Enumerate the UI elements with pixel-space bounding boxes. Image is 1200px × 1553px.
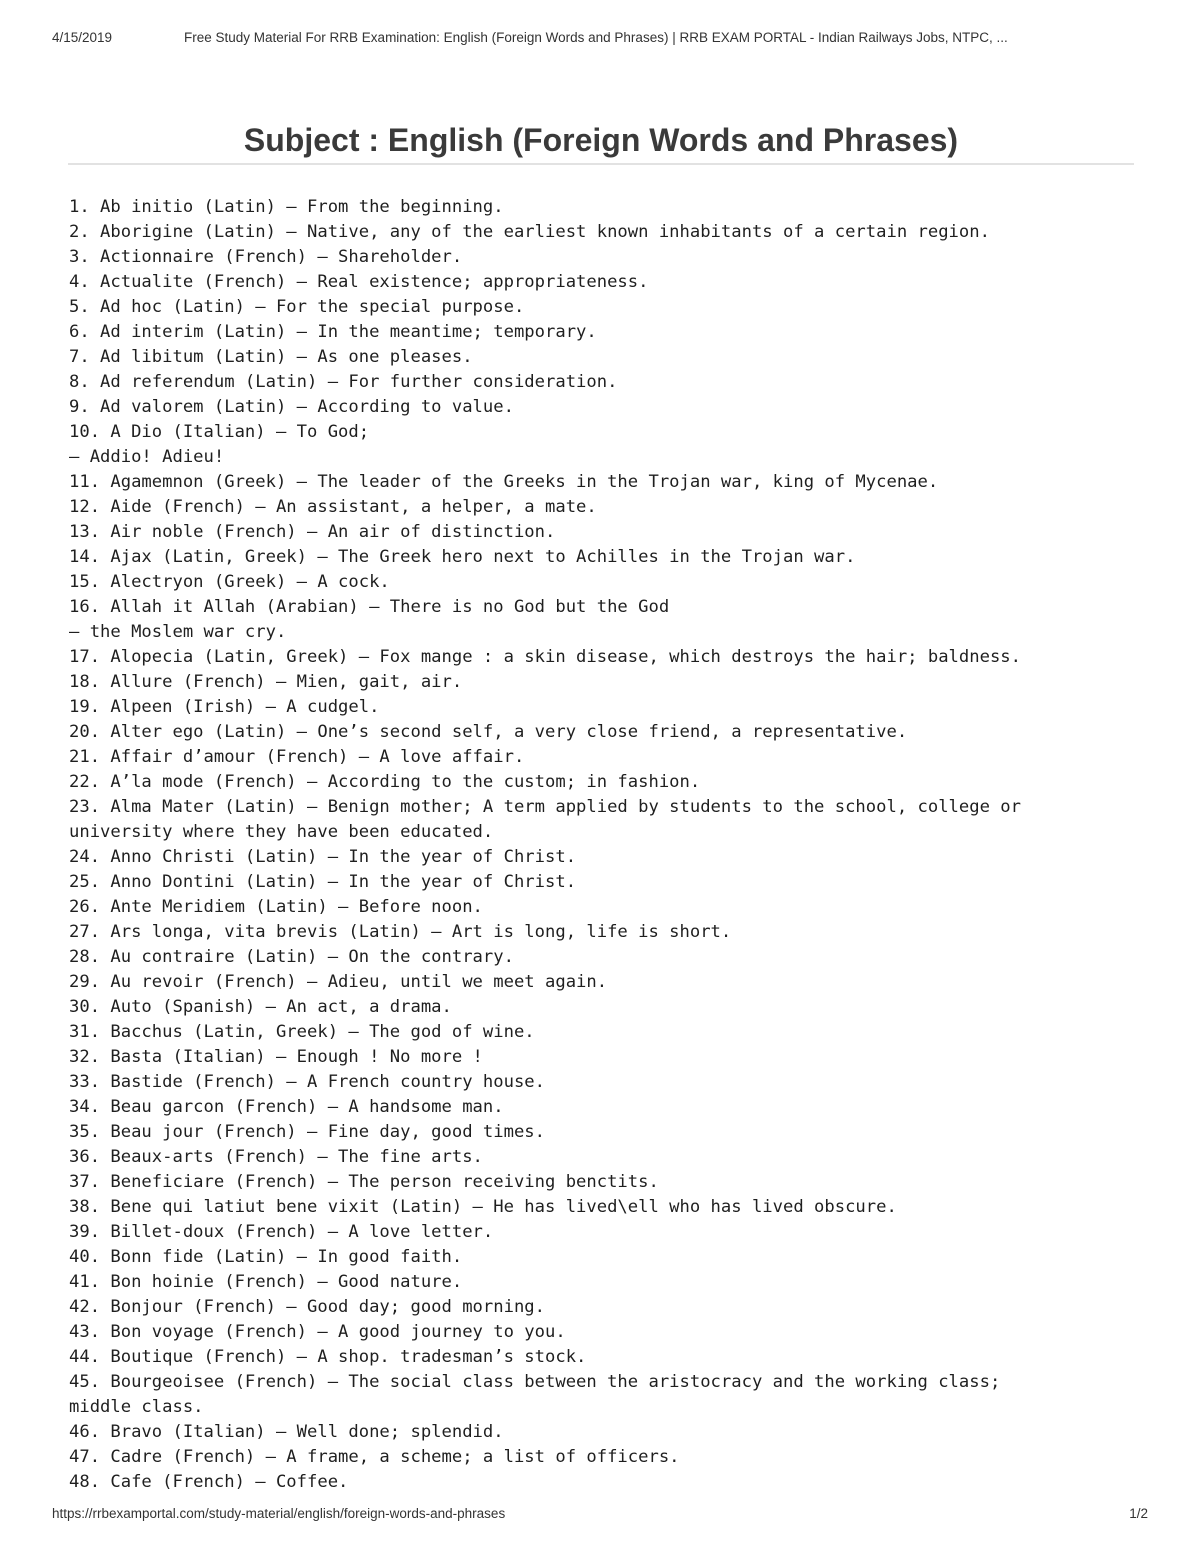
phrase-line: 7. Ad libitum (Latin) – As one pleases. bbox=[69, 347, 473, 367]
phrase-line: 23. Alma Mater (Latin) – Benign mother; A term applied by students to the school, college or bbox=[69, 797, 1021, 817]
phrase-line: 17. Alopecia (Latin, Greek) – Fox mange : a skin disease, which destroys the hair; baldness. bbox=[69, 647, 1021, 667]
phrase-line: 15. Alectryon (Greek) – A cock. bbox=[69, 572, 390, 592]
phrase-line: 46. Bravo (Italian) – Well done; splendid. bbox=[69, 1422, 504, 1442]
phrase-list bbox=[69, 195, 1149, 1495]
phrase-line: middle class. bbox=[69, 1397, 204, 1417]
phrase-line: 36. Beaux-arts (French) – The fine arts. bbox=[69, 1147, 483, 1167]
print-footer bbox=[52, 1506, 1148, 1524]
print-header bbox=[52, 30, 1148, 50]
phrase-line: 18. Allure (French) – Mien, gait, air. bbox=[69, 672, 463, 692]
phrase-line: 26. Ante Meridiem (Latin) – Before noon. bbox=[69, 897, 483, 917]
phrase-line: 29. Au revoir (French) – Adieu, until we meet again. bbox=[69, 972, 608, 992]
phrase-line: 37. Beneficiare (French) – The person receiving benctits. bbox=[69, 1172, 659, 1192]
print-date: 4/15/2019 bbox=[52, 30, 113, 45]
phrase-line: 32. Basta (Italian) – Enough ! No more ! bbox=[69, 1047, 483, 1067]
phrase-line: 9. Ad valorem (Latin) – According to value. bbox=[69, 397, 514, 417]
phrase-line: 14. Ajax (Latin, Greek) – The Greek hero next to Achilles in the Trojan war. bbox=[69, 547, 856, 567]
phrase-line: 8. Ad referendum (Latin) – For further consideration. bbox=[69, 372, 618, 392]
phrase-line: 24. Anno Christi (Latin) – In the year of Christ. bbox=[69, 847, 577, 867]
phrase-line: 6. Ad interim (Latin) – In the meantime; temporary. bbox=[69, 322, 597, 342]
phrase-line: 11. Agamemnon (Greek) – The leader of the Greeks in the Trojan war, king of Mycenae. bbox=[69, 472, 939, 492]
phrase-line: 21. Affair d’amour (French) – A love affair. bbox=[69, 747, 525, 767]
phrase-line: 13. Air noble (French) – An air of distinction. bbox=[69, 522, 556, 542]
phrase-line: 33. Bastide (French) – A French country house. bbox=[69, 1072, 545, 1092]
phrase-line: 40. Bonn fide (Latin) – In good faith. bbox=[69, 1247, 463, 1267]
phrase-line: 38. Bene qui latiut bene vixit (Latin) – He has lived\ell who has lived obscure. bbox=[69, 1197, 897, 1217]
phrase-line: 27. Ars longa, vita brevis (Latin) – Art is long, life is short. bbox=[69, 922, 732, 942]
footer-url: https://rrbexamportal.com/study-material/english/foreign-words-and-phrases bbox=[52, 1506, 506, 1521]
phrase-line: 19. Alpeen (Irish) – A cudgel. bbox=[69, 697, 380, 717]
phrase-line: 45. Bourgeoisee (French) – The social class between the aristocracy and the working class; bbox=[69, 1372, 1001, 1392]
phrase-line: 5. Ad hoc (Latin) – For the special purpose. bbox=[69, 297, 525, 317]
phrase-line: 47. Cadre (French) – A frame, a scheme; a list of officers. bbox=[69, 1447, 680, 1467]
phrase-line: 35. Beau jour (French) – Fine day, good times. bbox=[69, 1122, 545, 1142]
print-doc-title: Free Study Material For RRB Examination: English (Foreign Words and Phrases) | RRB EXAM PORTAL - Indian Railways Jobs, NTPC, ... bbox=[184, 30, 1008, 45]
phrase-line: 30. Auto (Spanish) – An act, a drama. bbox=[69, 997, 452, 1017]
phrase-line: 3. Actionnaire (French) – Shareholder. bbox=[69, 247, 463, 267]
page-title: Subject : English (Foreign Words and Phrases) bbox=[243, 122, 959, 158]
phrase-line: 4. Actualite (French) – Real existence; appropriateness. bbox=[69, 272, 649, 292]
phrase-line: 22. A’la mode (French) – According to the custom; in fashion. bbox=[69, 772, 701, 792]
phrase-line: 42. Bonjour (French) – Good day; good morning. bbox=[69, 1297, 545, 1317]
phrase-line: 16. Allah it Allah (Arabian) – There is no God but the God bbox=[69, 597, 670, 617]
phrase-line: 12. Aide (French) – An assistant, a helper, a mate. bbox=[69, 497, 597, 517]
title-divider bbox=[68, 163, 1134, 165]
phrase-line: 2. Aborigine (Latin) – Native, any of the earliest known inhabitants of a certain region. bbox=[69, 222, 990, 242]
phrase-line: 1. Ab initio (Latin) – From the beginning. bbox=[69, 197, 504, 217]
page-number: 1/2 bbox=[1129, 1506, 1148, 1521]
phrase-line: 34. Beau garcon (French) – A handsome man. bbox=[69, 1097, 504, 1117]
phrase-line: 25. Anno Dontini (Latin) – In the year of Christ. bbox=[69, 872, 577, 892]
phrase-line: 31. Bacchus (Latin, Greek) – The god of wine. bbox=[69, 1022, 535, 1042]
phrase-line: 10. A Dio (Italian) – To God; bbox=[69, 422, 370, 442]
phrase-line: 43. Bon voyage (French) – A good journey to you. bbox=[69, 1322, 566, 1342]
phrase-line: 44. Boutique (French) – A shop. tradesman’s stock. bbox=[69, 1347, 587, 1367]
phrase-line: 39. Billet-doux (French) – A love letter. bbox=[69, 1222, 494, 1242]
phrase-line: university where they have been educated. bbox=[69, 822, 494, 842]
phrase-line: 28. Au contraire (Latin) – On the contrary. bbox=[69, 947, 514, 967]
phrase-line: 20. Alter ego (Latin) – One’s second self, a very close friend, a representative. bbox=[69, 722, 908, 742]
phrase-line: – Addio! Adieu! bbox=[69, 447, 225, 467]
phrase-line: 41. Bon hoinie (French) – Good nature. bbox=[69, 1272, 463, 1292]
phrase-line: 48. Cafe (French) – Coffee. bbox=[69, 1472, 349, 1492]
phrase-line: – the Moslem war cry. bbox=[69, 622, 287, 642]
